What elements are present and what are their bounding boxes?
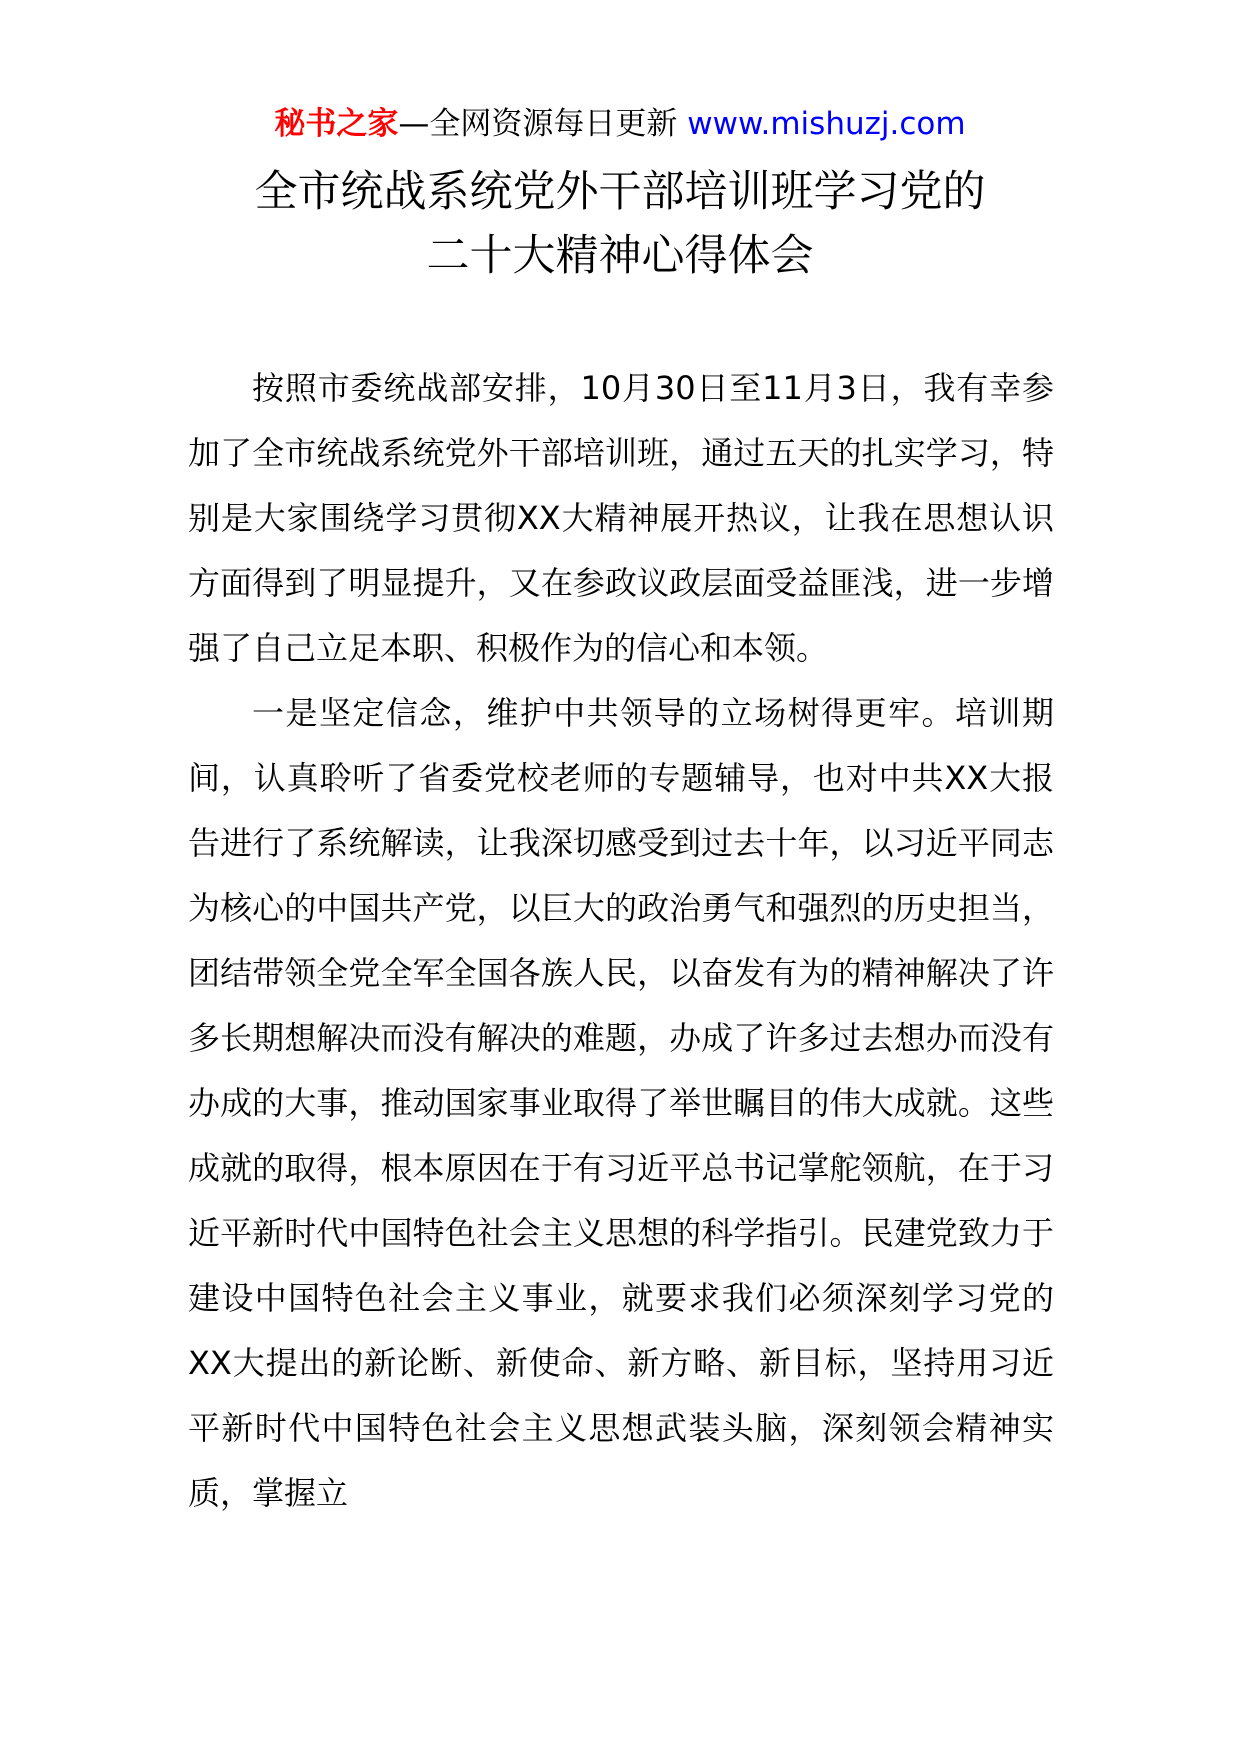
title-line-1: 全市统战系统党外干部培训班学习党的 bbox=[254, 167, 986, 217]
site-banner bbox=[0, 102, 1240, 146]
document-body bbox=[188, 356, 1054, 1526]
title-line-2: 二十大精神心得体会 bbox=[426, 231, 814, 281]
banner-slogan: —全网资源每日更新 bbox=[398, 106, 688, 142]
paragraph-point-one: 一是坚定信念，维护中共领导的立场树得更牢。培训期间，认真聆听了省委党校老师的专题辅导，也对中共XX大报告进行了系统解读，让我深切感受到过去十年，以习近平同志为核心的中国共产党，以巨大的政治勇气和强烈的历史担当，团结带领全党全军全国各族人民，以奋发有为的精神解决了许多长期想解决而没有解决的难题，办成了许多过去想办而没有办成的大事，推动国家事业取得了举世瞩目的伟大成就。这些成就的取得，根本原因在于有习近平总书记掌舵领航，在于习近平新时代中国特色社会主义思想的科学指引。民建党致力于建设中国特色社会主义事业，就要求我们必须深刻学习党的XX大提出的新论断、新使命、新方略、新目标，坚持用习近平新时代中国特色社会主义思想武装头脑，深刻领会精神实质，掌握立 bbox=[188, 694, 1054, 1512]
banner-url[interactable]: www.mishuzj.com bbox=[687, 106, 966, 142]
banner-brand: 秘书之家 bbox=[274, 106, 399, 142]
document-title bbox=[0, 160, 1240, 288]
paragraph-intro: 按照市委统战部安排，10月30日至11月3日，我有幸参加了全市统战系统党外干部培训班，通过五天的扎实学习，特别是大家围绕学习贯彻XX大精神展开热议，让我在思想认识方面得到了明显提升，又在参政议政层面受益匪浅，进一步增强了自己立足本职、积极作为的信心和本领。 bbox=[188, 369, 1054, 667]
